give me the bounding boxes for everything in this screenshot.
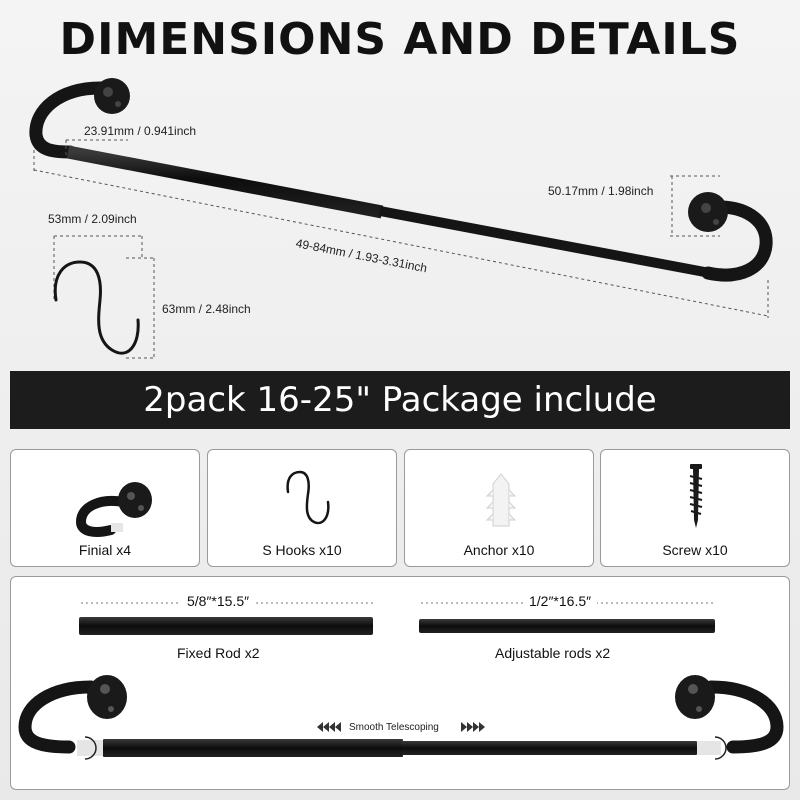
finial-label: Finial x4 [78,542,132,558]
package-banner: 2pack 16-25" Package include [10,371,790,429]
package-card-s-hooks [207,449,397,567]
finial-icon [11,450,201,540]
telescoping-label: Smooth Telescoping [349,722,439,733]
adjustable-rod [380,211,710,273]
s-hook-dimension [55,262,138,353]
hook-width-label: 53mm / 2.09inch [48,212,137,226]
anchor-label: Anchor x10 [463,542,535,558]
page-title: DIMENSIONS AND DETAILS [59,14,741,65]
left-finial-block [94,78,130,114]
rod-length-label: 49-84mm / 1.93-3.31inch [294,236,429,276]
package-card-finial [10,449,200,567]
screw-label: Screw x10 [662,542,728,558]
finial-depth-label: 23.91mm / 0.941inch [84,124,197,138]
package-card-screw [600,449,790,567]
fixed-rod [68,152,382,212]
right-finial-block [688,192,728,232]
rods-panel [10,576,790,790]
adjustable-rod-image [419,619,715,633]
left-finial-curve [36,88,100,152]
adjustable-rod-spec: 1/2″*16.5″ [523,593,597,609]
adjustable-rod-label: Adjustable rods x2 [495,645,611,661]
fixed-rod-label: Fixed Rod x2 [177,645,260,661]
hook-height-label: 63mm / 2.48inch [162,302,251,316]
s-hooks-label: S Hooks x10 [262,542,342,558]
finial-height-label: 50.17mm / 1.98inch [548,184,654,198]
rod-dimension-diagram [0,0,800,370]
anchor-icon [405,450,595,540]
screw-icon [601,450,791,540]
fixed-rod-spec: 5/8″*15.5″ [181,593,255,609]
rods-illustration [11,577,790,790]
package-card-anchor [404,449,594,567]
s-hook-icon [208,450,398,540]
fixed-rod-image [79,617,373,635]
